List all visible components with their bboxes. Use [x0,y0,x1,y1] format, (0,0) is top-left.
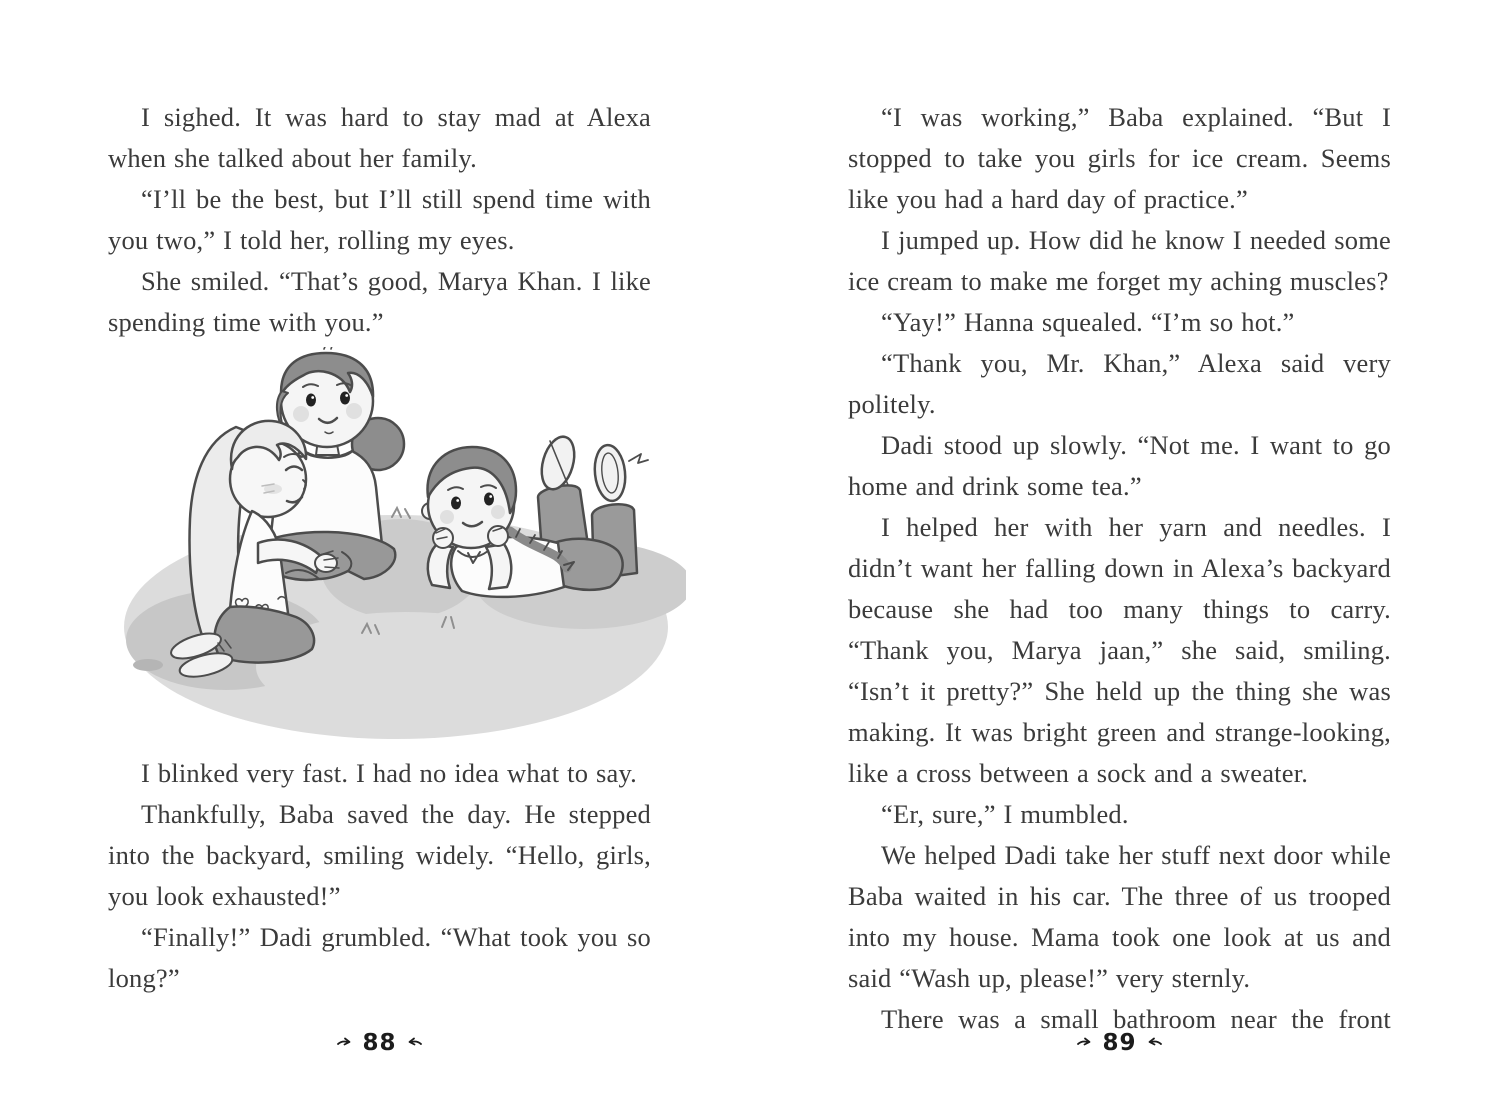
paragraph: I jumped up. How did he know I needed some ice cream to make me forget my aching muscles? [848,225,1391,296]
paragraph: “I was working,” Baba explained. “But I stopped to take you girls for ice cream. Seems like you had a hard day of practice.” [848,102,1391,214]
paragraph: I sighed. It was hard to stay mad at Alexa when she talked about her family. [108,102,651,173]
illustration-three-girls [106,347,686,745]
page-number-left [108,1028,651,1058]
arrow-left-icon [407,1028,423,1054]
arrow-left-icon [1147,1028,1163,1054]
paragraph: “Yay!” Hanna squealed. “I’m so hot.” [881,307,1295,337]
paragraph: Dadi stood up slowly. “Not me. I want to go home and drink some tea.” [848,430,1391,501]
paragraph: We helped Dadi take her stuff next door while Baba waited in his car. The three of us trooped into my house. Mama took one look at us and said “Wash up, please!” very sternly. [848,840,1391,993]
paragraph: I helped her with her yarn and needles. I didn’t want her falling down in Alexa’s backyard because she had too many things to carry. “Thank you, Marya jaan,” she said, smiling. “Isn’t it pretty?” She held up the thing she was making. It was bright green and strange-looking, like a cross between a sock and a sweater. [848,512,1391,788]
folio-number: 89 [1102,1030,1137,1056]
arrow-right-icon [336,1028,352,1054]
paragraph: “Finally!” Dadi grumbled. “What took you so long?” [108,922,651,993]
page-number-right [848,1028,1391,1058]
girl-lying [422,433,648,597]
folio-number: 88 [362,1030,397,1056]
paragraph: There was a small bathroom near the front [881,1004,1391,1034]
three-girls-illustration-svg [106,347,686,745]
paragraph: She smiled. “That’s good, Marya Khan. I like spending time with you.” [108,266,651,337]
paragraph: Thankfully, Baba saved the day. He stepped into the backyard, smiling widely. “Hello, girls, you look exhausted!” [108,799,651,911]
arrow-right-icon [1076,1028,1092,1054]
page-right [848,97,1391,1040]
paragraph: “I’ll be the best, but I’ll still spend time with you two,” I told her, rolling my eyes. [108,184,651,255]
paragraph: “Er, sure,” I mumbled. [881,799,1129,829]
paragraph: “Thank you, Mr. Khan,” Alexa said very politely. [848,348,1391,419]
page-left [108,97,651,999]
paragraph: I blinked very fast. I had no idea what to say. [141,758,638,788]
